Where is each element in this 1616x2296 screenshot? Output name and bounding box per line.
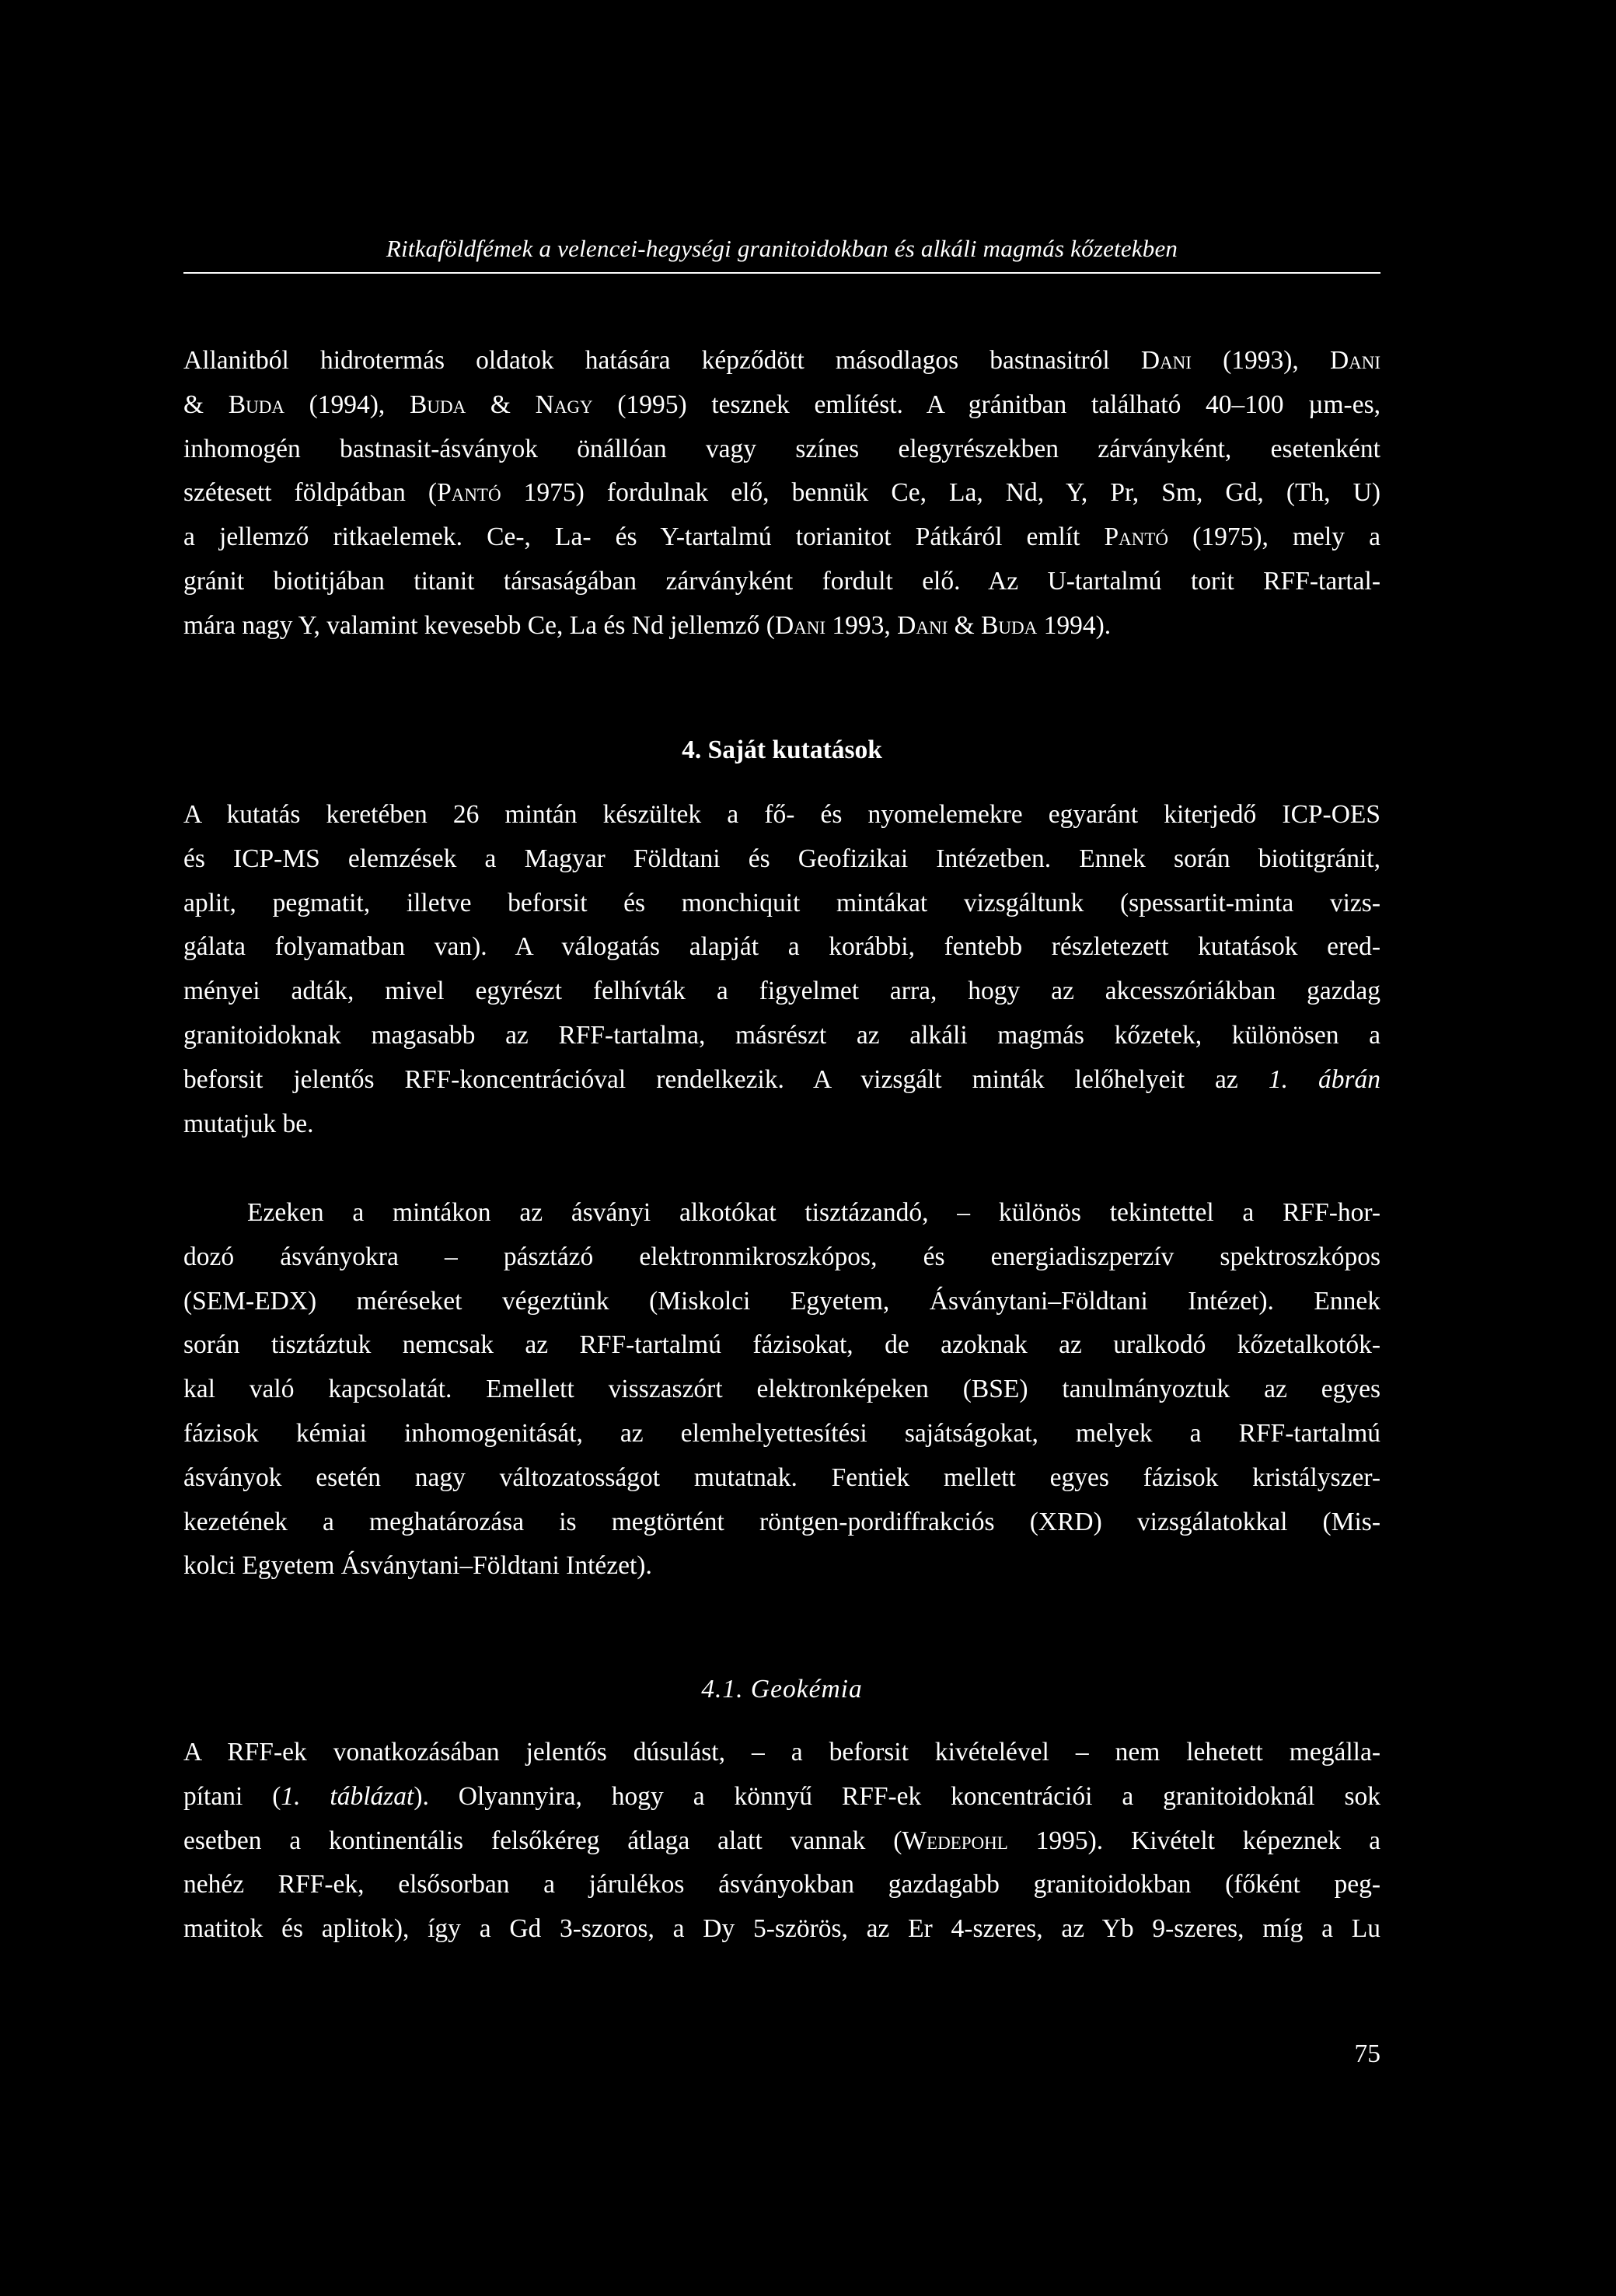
paragraph-methods [183, 1191, 1380, 1588]
text-line: dozó ásványokra – pásztázó elektronmikroszkópos, és energiadiszperzív spektroszkópos [183, 1242, 1380, 1271]
page-number: 75 [1354, 2039, 1380, 2068]
running-header: Ritkaföldfémek a velencei-hegységi granitoidokban és alkáli magmás kőzetekben [386, 235, 1178, 262]
text-line: (SEM-EDX) méréseket végeztünk (Miskolci Egyetem, Ásványtani–Földtani Intézet). Ennek [183, 1286, 1380, 1316]
text-line: a jellemző ritkaelemek. Ce-, La- és Y-tartalmú torianitot Pátkáról említ Pantó (1975), mely a [183, 522, 1380, 552]
text-line: mára nagy Y, valamint kevesebb Ce, La és Nd jellemző (Dani 1993, Dani & Buda 1994). [183, 610, 1112, 640]
author-name: Nagy [535, 390, 593, 419]
text-line: szétesett földpátban (Pantó 1975) fordulnak elő, bennük Ce, La, Nd, Y, Pr, Sm, Gd, (Th, U) [183, 478, 1380, 508]
text-line: & Buda (1994), Buda & Nagy (1995) tesznek említést. A gránitban található 40–100 µm-es, [183, 390, 1380, 419]
text-line: és ICP-MS elemzések a Magyar Földtani és Geofizikai Intézetben. Ennek során biotitgránit, [183, 844, 1380, 873]
author-name: Dani [1329, 346, 1381, 375]
text-line: kezetének a meghatározása is megtörtént röntgen-pordiffrakciós (XRD) vizsgálatokkal (Mis- [183, 1507, 1380, 1536]
text-line: ményei adták, mivel egyrészt felhívták a figyelmet arra, hogy az akcesszóriákban gazdag [183, 977, 1380, 1006]
author-name: Buda [228, 390, 284, 419]
author-name: Dani [897, 610, 948, 640]
header-rule [183, 272, 1380, 274]
author-name: Wedepohl [902, 1826, 1008, 1855]
author-name: Buda [981, 610, 1038, 640]
paragraph-bastnasite [183, 339, 1380, 648]
text-line: gálata folyamatban van). A válogatás alapját a korábbi, fentebb részletezett kutatások ered- [183, 932, 1380, 962]
author-name: Pantó [437, 478, 501, 508]
paragraph-research [183, 793, 1380, 1146]
text-line: Ezeken a mintákon az ásványi alkotókat tisztázandó, – különös tekintettel a RFF-hor- [247, 1198, 1380, 1227]
text-line: gránit biotitjában titanit társaságában zárványként fordult elő. Az U-tartalmú torit RFF-tartal- [183, 566, 1380, 596]
author-name: Pantó [1104, 522, 1169, 552]
text-line: kolci Egyetem Ásványtani–Földtani Intézet). [183, 1551, 652, 1581]
author-name: Dani [774, 610, 826, 640]
author-name: Buda [410, 390, 466, 419]
text-line: ásványok esetén nagy változatosságot mutatnak. Fentiek mellett egyes fázisok kristályszer- [183, 1463, 1380, 1492]
text-line: aplit, pegmatit, illetve beforsit és monchiquit mintákat vizsgáltunk (spessartit-minta vizs- [183, 888, 1380, 917]
text-line: A kutatás keretében 26 mintán készültek a fő- és nyomelemekre egyaránt kiterjedő ICP-OES [183, 800, 1380, 829]
document-page [183, 0, 1380, 2296]
text-line: A RFF-ek vonatkozásában jelentős dúsulást, – a beforsit kivételével – nem lehetett megálla- [183, 1738, 1380, 1767]
text-line: fázisok kémiai inhomogenitását, az elemhelyettesítési sajátságokat, melyek a RFF-tartalmú [183, 1418, 1380, 1448]
table-reference: 1. táblázat [281, 1781, 414, 1811]
text-line: mutatjuk be. [183, 1109, 314, 1138]
figure-reference: 1. ábrán [1268, 1064, 1380, 1094]
text-line: beforsit jelentős RFF-koncentrációval rendelkezik. A vizsgált minták lelőhelyeit az 1. ábrán [183, 1064, 1380, 1094]
text-line: granitoidoknak magasabb az RFF-tartalma, másrészt az alkáli magmás kőzetek, különösen a [183, 1020, 1380, 1050]
text-line: nehéz RFF-ek, elsősorban a járulékos ásványokban gazdagabb granitoidokban (főként peg- [183, 1870, 1380, 1899]
section-title: 4. Saját kutatások [682, 736, 882, 764]
paragraph-geochemistry [183, 1731, 1380, 1952]
text-line: Allanitból hidrotermás oldatok hatására képződött másodlagos bastnasitról Dani (1993), Dani [183, 346, 1381, 375]
text-line: pítani (1. táblázat). Olyannyira, hogy a könnyű RFF-ek koncentrációi a granitoidoknál sok [183, 1781, 1380, 1811]
author-name: Dani [1140, 346, 1192, 375]
subsection-title: 4.1. Geokémia [701, 1675, 863, 1704]
text-line: során tisztáztuk nemcsak az RFF-tartalmú fázisokat, de azoknak az uralkodó kőzetalkotók- [183, 1330, 1380, 1360]
text-line: esetben a kontinentális felsőkéreg átlaga alatt vannak (Wedepohl 1995). Kivételt képeznek a [183, 1826, 1380, 1855]
text-line: matitok és aplitok), így a Gd 3-szoros, a Dy 5-szörös, az Er 4-szeres, az Yb 9-szeres, míg a Lu [183, 1914, 1380, 1944]
text-line: kal való kapcsolatát. Emellett visszaszórt elektronképeken (BSE) tanulmányoztuk az egyes [183, 1375, 1380, 1404]
text-line: inhomogén bastnasit-ásványok önállóan vagy színes elegyrészekben zárványként, esetenként [183, 434, 1380, 463]
